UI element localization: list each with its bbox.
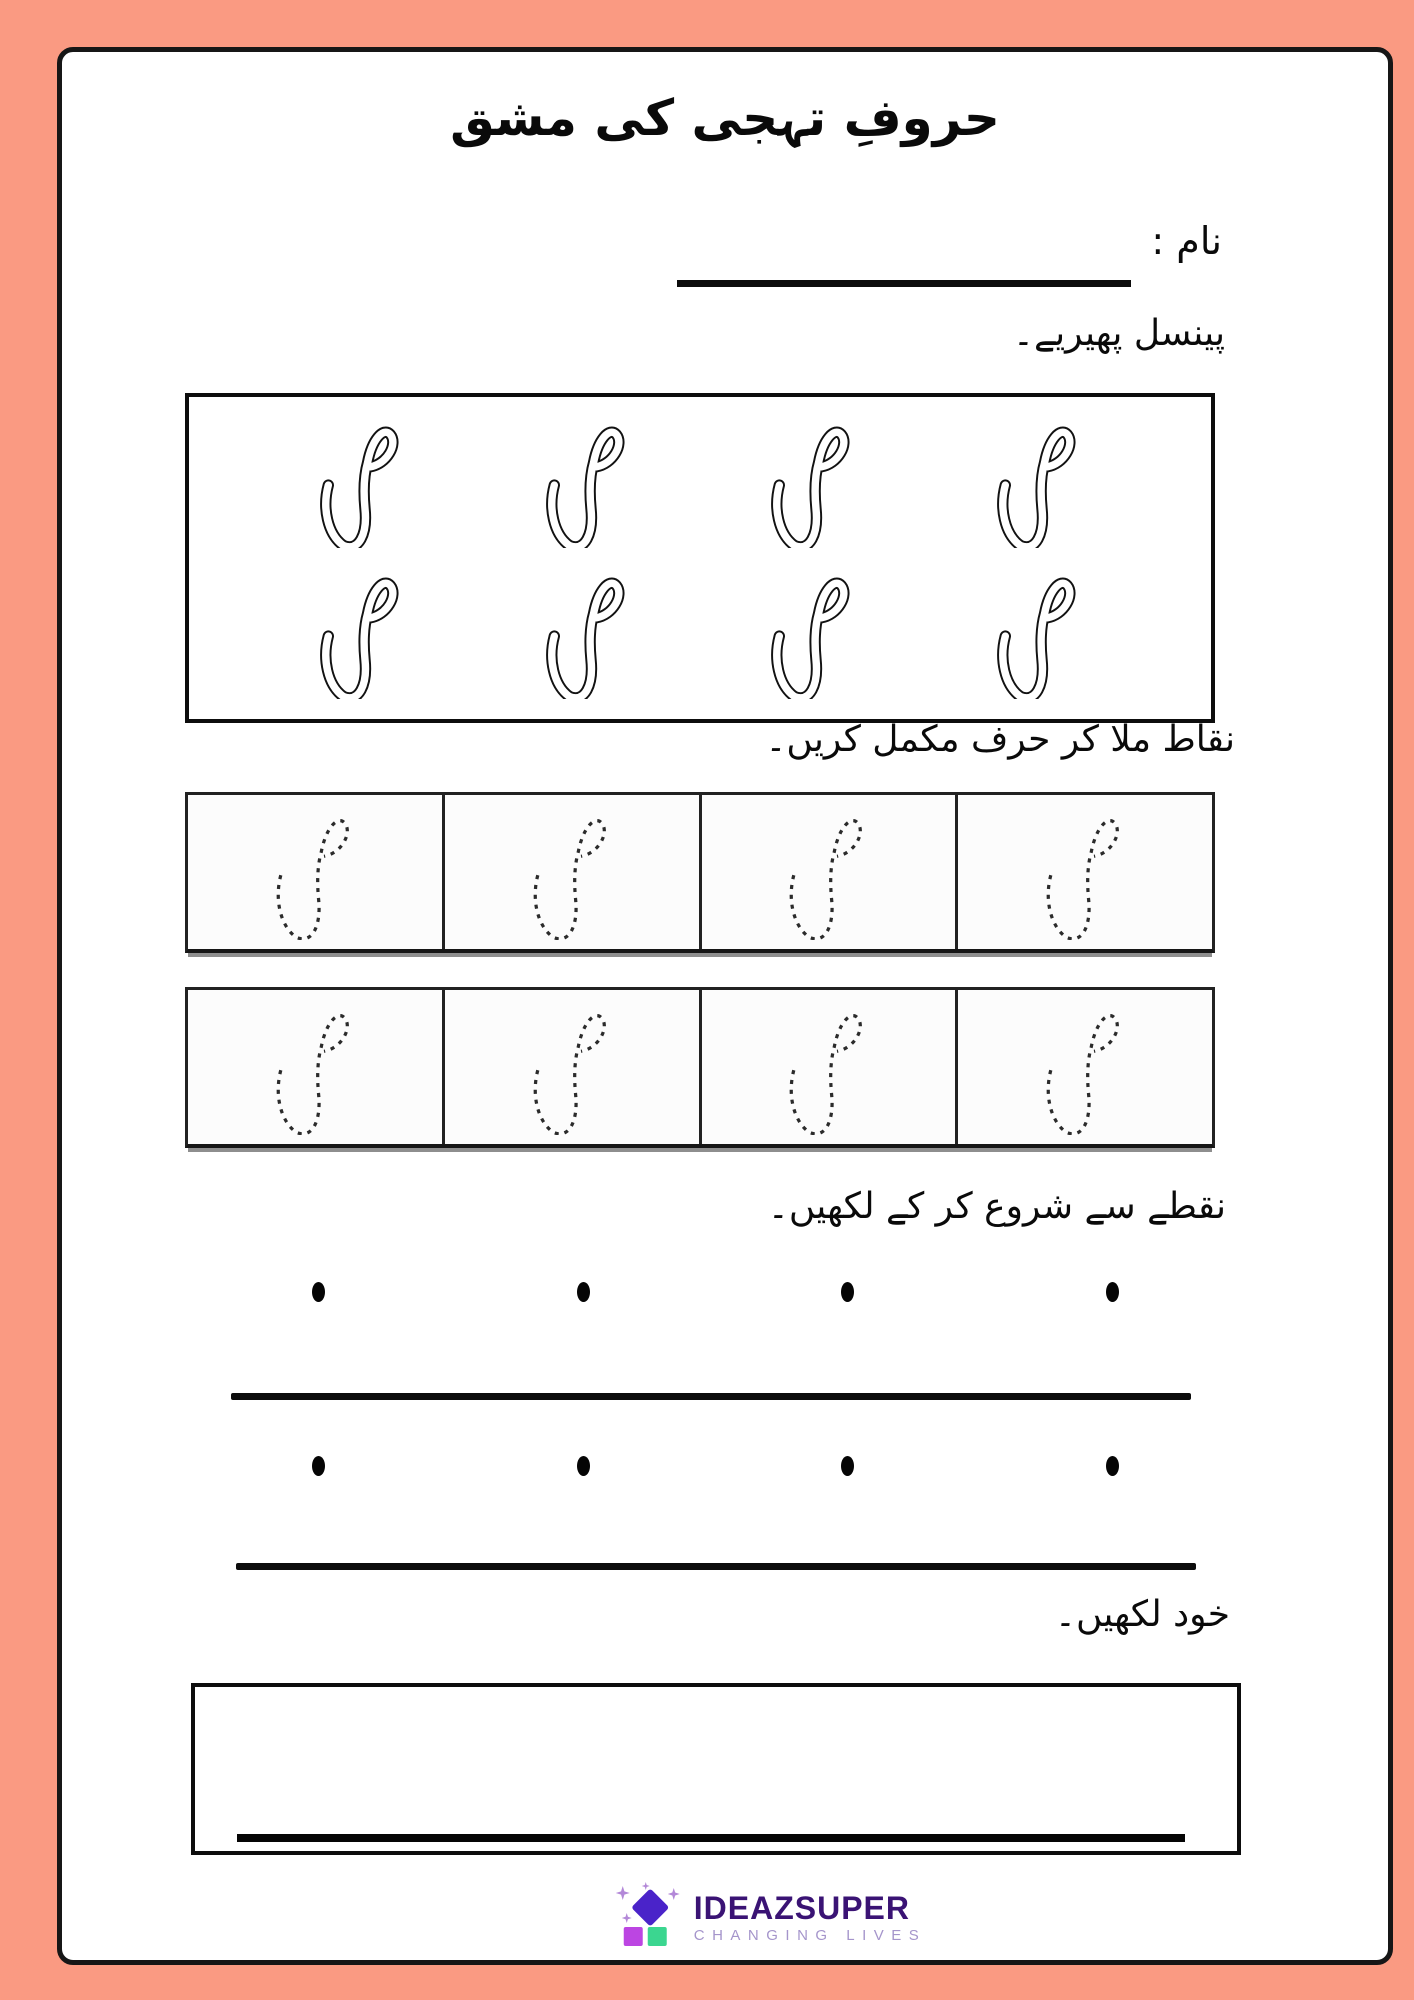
letter-saad-dotted-svg xyxy=(774,805,882,940)
letter-saad-outline-svg xyxy=(309,568,414,699)
dotted-letter-cell xyxy=(699,795,956,949)
logo-text-block xyxy=(693,1889,927,1944)
sparkle-star-icon xyxy=(616,1886,630,1900)
letter-saad-outline-svg xyxy=(986,568,1091,699)
free-write-box xyxy=(191,1683,1241,1855)
letter-saad-outline-svg xyxy=(986,417,1091,548)
letter-saad-dotted-svg xyxy=(1031,805,1139,940)
start-dot xyxy=(312,1456,325,1476)
trace-letters-row xyxy=(189,568,1211,699)
letter-saad-outline-svg xyxy=(760,568,865,699)
letter-saad-outline-svg xyxy=(535,417,640,548)
dotted-letter-cell xyxy=(955,990,1212,1144)
start-dot xyxy=(312,1282,325,1302)
start-dot xyxy=(577,1282,590,1302)
purple-square-icon xyxy=(624,1927,643,1946)
letter-saad-dotted-svg xyxy=(518,1000,626,1135)
dotted-letter-cell xyxy=(442,795,699,949)
letter-saad-outline-svg xyxy=(760,417,865,548)
start-dot xyxy=(841,1456,854,1476)
name-label: نام : xyxy=(1151,219,1222,263)
ideazsuper-logo-icon xyxy=(604,1886,684,1948)
worksheet-page xyxy=(57,47,1393,1965)
dotted-letters-strip xyxy=(185,792,1215,953)
letter-saad-dotted-svg xyxy=(518,805,626,940)
trace-letters-row xyxy=(189,417,1211,548)
start-dot xyxy=(577,1456,590,1476)
brand-name: IDEAZSUPER xyxy=(693,1889,910,1926)
letter-saad-dotted-svg xyxy=(1031,1000,1139,1135)
dotted-letters-strip xyxy=(185,987,1215,1148)
dotted-letter-cell xyxy=(955,795,1212,949)
start-dot xyxy=(1106,1282,1119,1302)
letter-saad-outline-svg xyxy=(535,568,640,699)
dotted-letter-cell xyxy=(188,990,442,1144)
sparkle-star-icon xyxy=(622,1913,632,1923)
start-dot xyxy=(841,1282,854,1302)
start-dots-row xyxy=(312,1456,1119,1476)
diamond-icon xyxy=(631,1888,669,1926)
footer-logo xyxy=(604,1886,927,1948)
dotted-letter-cell xyxy=(699,990,956,1144)
dotted-letter-cell xyxy=(188,795,442,949)
instruction-trace: پینسل پھیریے۔ xyxy=(1012,313,1225,354)
letter-saad-dotted-svg xyxy=(261,1000,369,1135)
start-dots-row xyxy=(312,1282,1119,1302)
page-title: حروفِ تہجی کی مشق xyxy=(450,89,1000,147)
brand-tagline: CHANGING LIVES xyxy=(693,1926,927,1944)
instruction-start-from-dot: نقطے سے شروع کر کے لکھیں۔ xyxy=(767,1186,1226,1227)
start-dot xyxy=(1106,1456,1119,1476)
letter-saad-dotted-svg xyxy=(261,805,369,940)
sparkle-star-icon xyxy=(668,1888,680,1900)
green-square-icon xyxy=(648,1927,667,1946)
writing-baseline xyxy=(231,1393,1191,1400)
free-write-baseline xyxy=(237,1834,1185,1842)
trace-letters-box xyxy=(185,393,1215,723)
name-blank-line xyxy=(677,280,1131,287)
instruction-connect-dots: نقاط ملا کر حرف مکمل کریں۔ xyxy=(765,719,1235,760)
dotted-letter-cell xyxy=(442,990,699,1144)
instruction-write-yourself: خود لکھیں۔ xyxy=(1054,1594,1230,1635)
letter-saad-dotted-svg xyxy=(774,1000,882,1135)
letter-saad-outline-svg xyxy=(309,417,414,548)
writing-baseline xyxy=(236,1563,1196,1570)
